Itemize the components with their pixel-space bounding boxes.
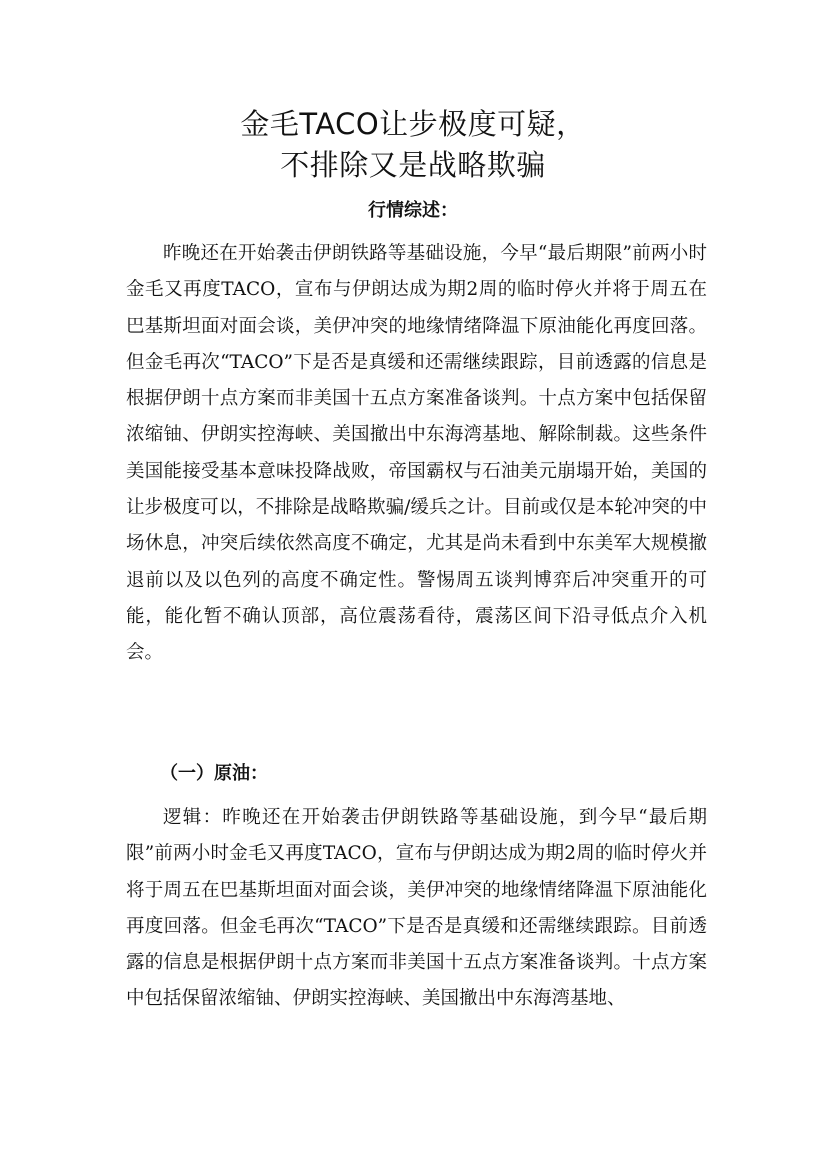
overview-paragraph: 昨晚还在开始袭击伊朗铁路等基础设施，今早“最后期限”前两小时金毛又再度TACO，宣布与伊朗达成为期2周的临时停火并将于周五在巴基斯坦面对面会谈，美伊冲突的地缘情绪降温下原油能化再度回落。但金毛再次“TACO”下是否是真缓和还需继续跟踪，目前透露的信息是根据伊朗十点方案而非美国十五点方案准备谈判。十点方案中包括保留浓缩铀、伊朗实控海峡、美国撤出中东海湾基地、解除制裁。这些条件美国能接受基本意味投降战败，帝国霸权与石油美元崩塌开始，美国的让步极度可以，不排除是战略欺骗/缓兵之计。目前或仅是本轮冲突的中场休息，冲突后续依然高度不确定，尤其是尚未看到中东美军大规模撤退前以及以色列的高度不确定性。警惕周五谈判博弈后冲突重开的可能，能化暂不确认顶部，高位震荡看待，震荡区间下沿寻低点介入机会。 [126,243,707,664]
document-title-line-2: 不排除又是战略欺骗 [280,148,546,182]
crude-oil-paragraph: 逻辑：昨晚还在开始袭击伊朗铁路等基础设施，到今早“最后期限”前两小时金毛又再度TACO，宣布与伊朗达成为期2周的临时停火并将于周五在巴基斯坦面对面会谈，美伊冲突的地缘情绪降温下原油能化再度回落。但金毛再次“TACO”下是否是真缓和还需继续跟踪。目前透露的信息是根据伊朗十点方案而非美国十五点方案准备谈判。十点方案中包括保留浓缩铀、伊朗实控海峡、美国撤出中东海湾基地、 [126,807,707,1010]
subsection-heading-crude-oil: （一）原油： [160,763,268,784]
document-title-line-1: 金毛TACO让步极度可疑， [240,107,586,141]
section-heading-market-overview: 行情综述： [368,200,458,221]
